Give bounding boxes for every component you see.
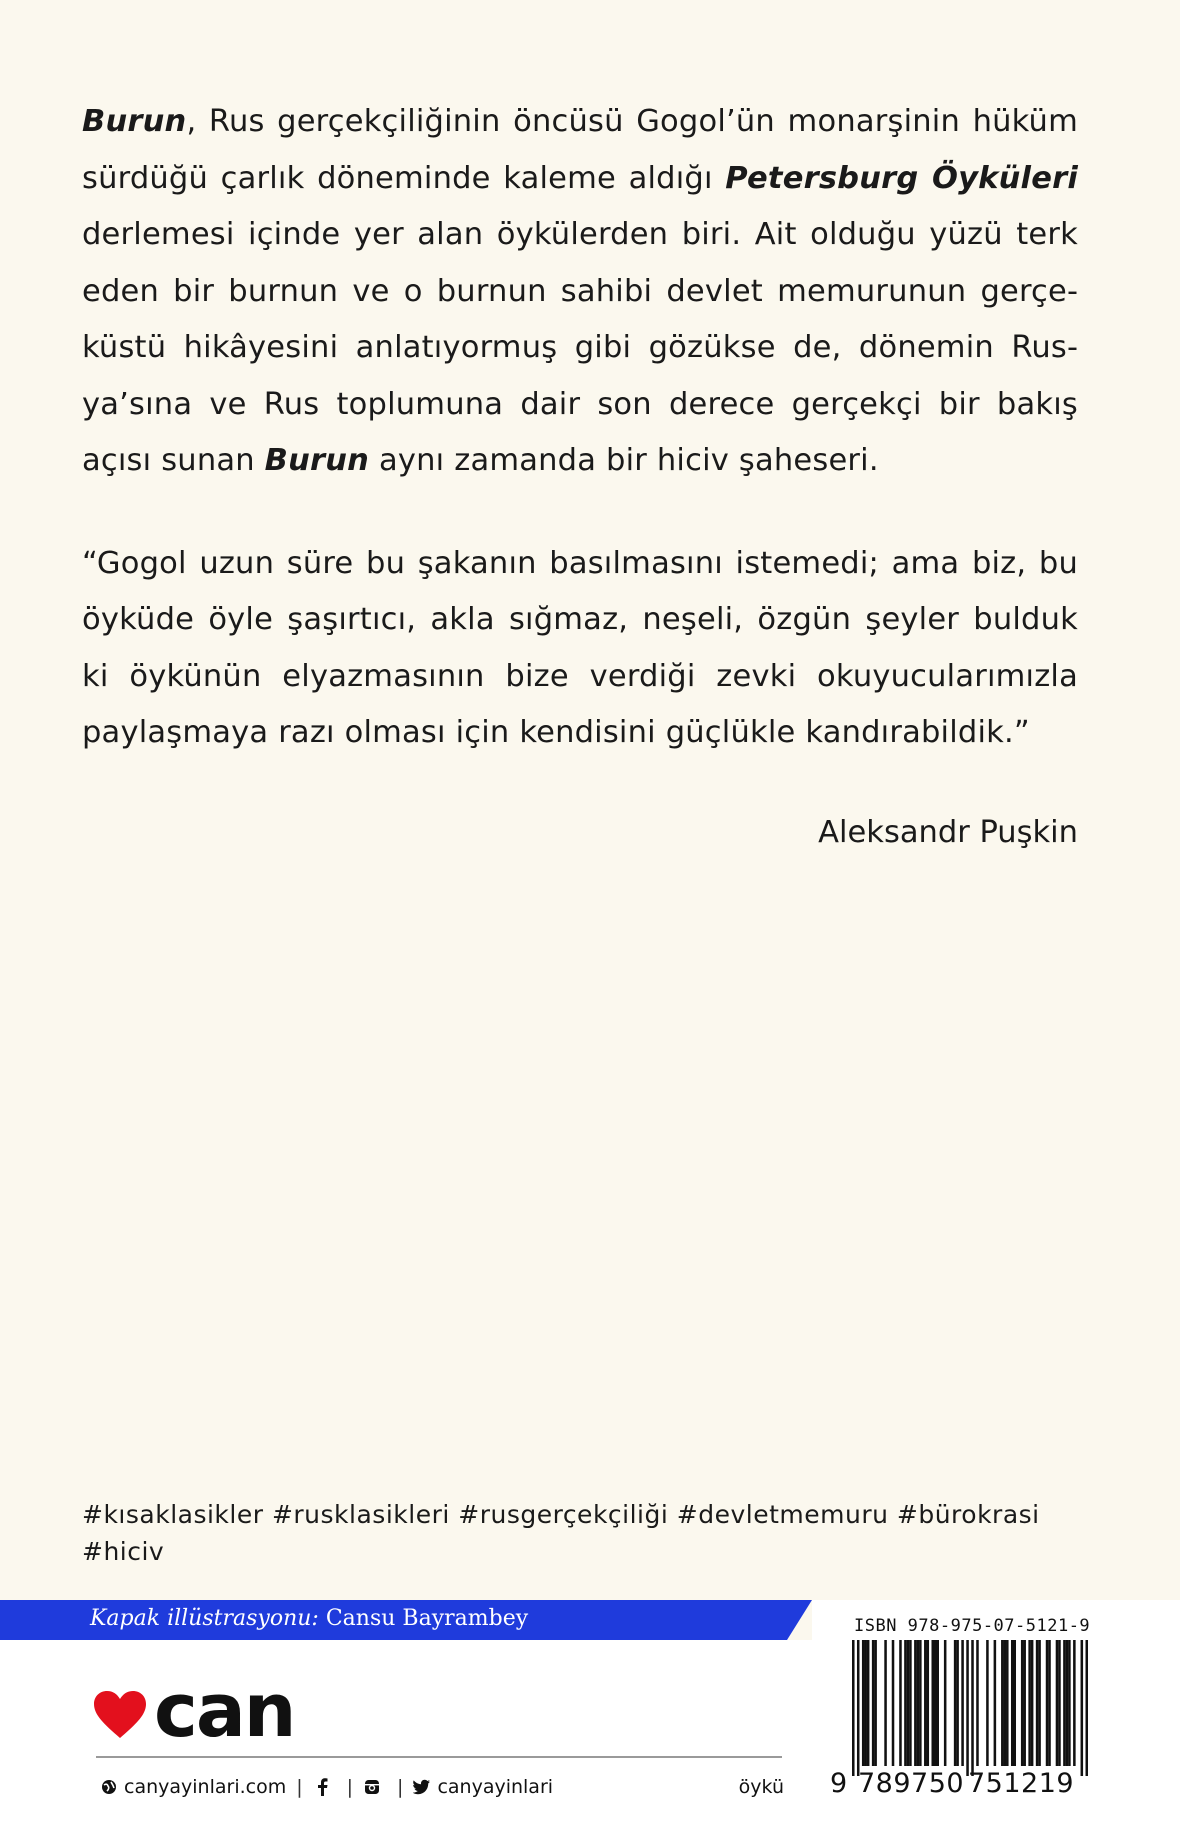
barcode-bar — [976, 1640, 979, 1766]
barcode-bar — [934, 1640, 937, 1766]
separator: | — [397, 1776, 404, 1798]
barcode-bar — [862, 1640, 865, 1766]
blurb-text: , Rus gerçekçiliğinin öncüsü Gogol’ün monarşinin hüküm sürdüğü çarlık döneminde kaleme aldığı — [82, 104, 1078, 196]
barcode-bar — [919, 1640, 922, 1766]
separator: | — [296, 1776, 303, 1798]
barcode-bar — [864, 1640, 867, 1766]
barcode-bar — [1046, 1640, 1049, 1766]
barcode-bar — [954, 1640, 957, 1766]
back-cover-blurb — [82, 94, 1078, 762]
barcode-bar — [1023, 1640, 1026, 1766]
barcode-bar — [909, 1640, 912, 1766]
website-link[interactable]: canyayinlari.com — [124, 1776, 287, 1798]
barcode-bar — [924, 1640, 927, 1766]
barcode-bar — [1013, 1640, 1016, 1766]
barcode-bar — [956, 1640, 959, 1766]
barcode-bar — [1006, 1640, 1009, 1766]
blurb-text: aynı zamanda bir hiciv şaheseri. — [369, 443, 879, 478]
globe-icon — [100, 1778, 118, 1796]
barcode-bar — [931, 1640, 934, 1766]
book-category: öykü — [738, 1776, 784, 1798]
barcode-bar — [1063, 1640, 1066, 1766]
blurb-paragraph-2: “Gogol uzun süre bu şakanın basılmasını istemedi; ama biz, bu öyküde öyle şaşırtıcı, akla sığmaz, neşeli, özgün şeyler bulduk ki öykünün elyazmasının bize verdiği zevki okuyucularımızla paylaşmaya razı olması için kendisini güçlükle kandırabildik.” — [82, 545, 1078, 750]
barcode-bar — [1073, 1640, 1076, 1766]
barcode-bar — [1058, 1640, 1061, 1766]
barcode-bar — [904, 1640, 907, 1766]
barcode-bar — [914, 1640, 917, 1766]
barcode-digit-group-left: 789750 — [858, 1768, 965, 1799]
barcode-bar — [907, 1640, 910, 1766]
barcode-bar — [1056, 1640, 1059, 1766]
instagram-icon[interactable] — [363, 1778, 381, 1796]
separator: | — [346, 1776, 354, 1798]
twitter-icon[interactable] — [413, 1778, 431, 1796]
social-handle[interactable]: canyayinlari — [437, 1776, 554, 1798]
facebook-icon[interactable] — [313, 1778, 331, 1796]
emphasized-title: Burun — [82, 104, 187, 139]
barcode-bar — [1028, 1640, 1031, 1766]
barcode-bar — [994, 1640, 997, 1766]
isbn-barcode — [852, 1640, 1088, 1776]
barcode-bar — [892, 1640, 895, 1766]
credit-label: Kapak illüstrasyonu: — [90, 1606, 319, 1631]
emphasized-title: Petersburg Öyküleri — [725, 160, 1078, 196]
barcode-bar — [986, 1640, 989, 1766]
barcode-bar — [936, 1640, 939, 1766]
heart-icon — [92, 1690, 148, 1740]
footer-divider — [96, 1756, 782, 1758]
barcode-bar — [1048, 1640, 1051, 1766]
barcode-bar — [899, 1640, 902, 1766]
cover-illustration-credit — [90, 1606, 528, 1631]
isbn-label: ISBN 978-975-07-5121-9 — [854, 1616, 1091, 1636]
publisher-logo — [92, 1668, 295, 1754]
barcode-bar — [1004, 1640, 1007, 1766]
barcode-digit-group-right: 751219 — [968, 1768, 1075, 1799]
barcode-bar — [1031, 1640, 1034, 1766]
barcode-bar — [917, 1640, 920, 1766]
credit-name: Cansu Bayrambey — [325, 1606, 529, 1631]
barcode-bar — [1011, 1640, 1014, 1766]
publisher-footer — [100, 1772, 790, 1802]
barcode-bar — [872, 1640, 875, 1766]
barcode-bar — [852, 1640, 855, 1776]
barcode-bar — [971, 1640, 974, 1776]
barcode-bar — [1038, 1640, 1041, 1766]
emphasized-title: Burun — [264, 443, 370, 478]
barcode-bar — [1068, 1640, 1071, 1766]
logo-wordmark: can — [154, 1668, 295, 1754]
quote-attribution: Aleksandr Puşkin — [818, 815, 1078, 850]
barcode-bar — [961, 1640, 964, 1766]
barcode-bar — [884, 1640, 887, 1766]
barcode-bar — [1021, 1640, 1024, 1766]
barcode-bar — [867, 1640, 870, 1766]
blurb-text: derlemesi içinde yer alan öykülerden biri. Ait olduğu yüzü terk eden bir burnun ve o burnun sahibi devlet memurunun gerçeküstü hikâyesini anlatıyormuş gibi gözükse de, dönemin Rusya’sına ve Rus toplumuna dair son derece gerçekçi bir bakış açısı sunan — [82, 217, 1078, 478]
barcode-bar — [1036, 1640, 1039, 1766]
barcode-bar — [1001, 1640, 1004, 1766]
barcode-bar — [944, 1640, 947, 1766]
barcode-bar — [927, 1640, 930, 1766]
barcode-bar — [1066, 1640, 1069, 1766]
barcode-digit-lead: 9 — [830, 1768, 848, 1799]
barcode-bar — [857, 1640, 860, 1776]
barcode-bar — [1086, 1640, 1088, 1776]
barcode-bar — [874, 1640, 877, 1766]
hashtags: #kısaklasikler #rusklasikleri #rusgerçekçiliği #devletmemuru #bürokrasi #hiciv — [82, 1500, 1040, 1566]
blurb-paragraph-1 — [82, 94, 1078, 490]
barcode-bar — [966, 1640, 969, 1776]
barcode-bar — [1081, 1640, 1084, 1776]
